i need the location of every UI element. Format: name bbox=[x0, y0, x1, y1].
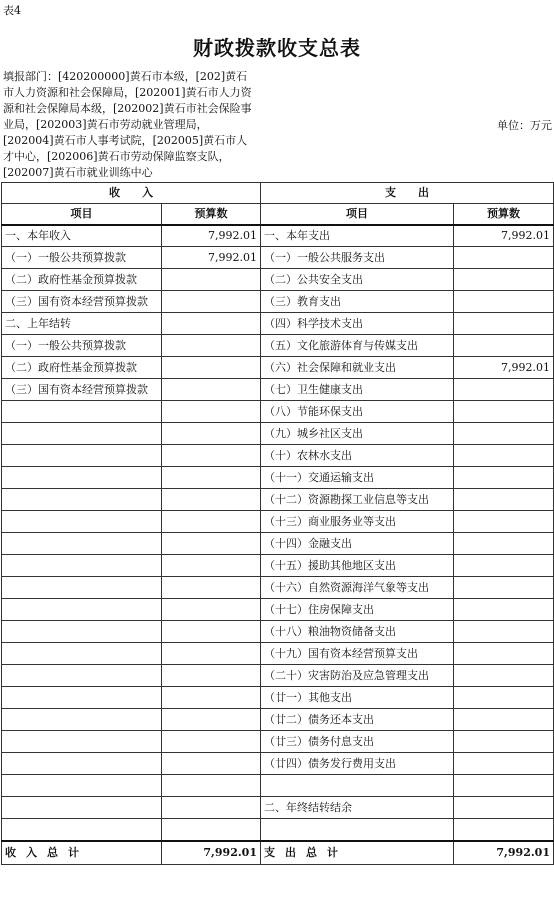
expense-item-cell: （六）社会保障和就业支出 bbox=[261, 357, 454, 379]
income-item-cell bbox=[2, 445, 162, 467]
form-number: 表4 bbox=[3, 4, 21, 17]
expense-value-cell bbox=[454, 599, 554, 621]
expense-item-cell: （八）节能环保支出 bbox=[261, 401, 454, 423]
income-value-cell bbox=[162, 533, 261, 555]
income-value-cell bbox=[162, 489, 261, 511]
income-value-cell bbox=[162, 753, 261, 775]
income-value-cell bbox=[162, 577, 261, 599]
income-value-cell bbox=[162, 357, 261, 379]
table-row bbox=[2, 643, 554, 665]
expense-value-cell bbox=[454, 423, 554, 445]
income-item-cell bbox=[2, 775, 162, 797]
expense-item-cell: （二）公共安全支出 bbox=[261, 269, 454, 291]
expense-item-cell bbox=[261, 775, 454, 797]
expense-value-cell bbox=[454, 819, 554, 841]
income-value-cell bbox=[162, 379, 261, 401]
expense-item-cell: （五）文化旅游体育与传媒支出 bbox=[261, 335, 454, 357]
income-item-cell: （二）政府性基金预算拨款 bbox=[2, 357, 162, 379]
expense-item-cell: （七）卫生健康支出 bbox=[261, 379, 454, 401]
expense-item-cell: （十七）住房保障支出 bbox=[261, 599, 454, 621]
income-total-value: 7,992.01 bbox=[162, 841, 261, 865]
income-value-cell: 7,992.01 bbox=[162, 247, 261, 269]
table-row bbox=[2, 467, 554, 489]
expense-value-cell bbox=[454, 445, 554, 467]
table-row bbox=[2, 489, 554, 511]
income-value-cell bbox=[162, 797, 261, 819]
income-value-cell bbox=[162, 555, 261, 577]
income-value-cell bbox=[162, 819, 261, 841]
expense-section-header: 支 出 bbox=[261, 183, 554, 204]
expense-value-cell bbox=[454, 753, 554, 775]
header-row-sections bbox=[2, 183, 554, 204]
expense-value-cell bbox=[454, 533, 554, 555]
income-item-cell bbox=[2, 753, 162, 775]
expense-item-cell: （十五）援助其他地区支出 bbox=[261, 555, 454, 577]
income-value-cell bbox=[162, 775, 261, 797]
income-total-label: 收入总计 bbox=[2, 841, 162, 865]
expense-item-cell: （十三）商业服务业等支出 bbox=[261, 511, 454, 533]
expense-value-cell bbox=[454, 511, 554, 533]
income-item-cell bbox=[2, 533, 162, 555]
income-item-cell bbox=[2, 467, 162, 489]
table-row bbox=[2, 709, 554, 731]
expense-item-cell: 一、本年支出 bbox=[261, 225, 454, 247]
table-row bbox=[2, 665, 554, 687]
expense-value-cell bbox=[454, 621, 554, 643]
income-value-cell bbox=[162, 643, 261, 665]
income-item-cell bbox=[2, 577, 162, 599]
income-value-cell bbox=[162, 313, 261, 335]
income-item-cell: （三）国有资本经营预算拨款 bbox=[2, 291, 162, 313]
income-item-cell: 一、本年收入 bbox=[2, 225, 162, 247]
income-value-cell bbox=[162, 269, 261, 291]
table-row bbox=[2, 621, 554, 643]
table-row bbox=[2, 753, 554, 775]
expense-total-value: 7,992.01 bbox=[454, 841, 554, 865]
table-row bbox=[2, 247, 554, 269]
expense-total-label: 支出总计 bbox=[261, 841, 454, 865]
expense-value-cell bbox=[454, 247, 554, 269]
income-section-header: 收 入 bbox=[2, 183, 261, 204]
income-value-cell bbox=[162, 599, 261, 621]
table-row bbox=[2, 819, 554, 841]
expense-value-cell bbox=[454, 665, 554, 687]
expense-value-cell bbox=[454, 269, 554, 291]
table-row bbox=[2, 687, 554, 709]
expense-value-cell bbox=[454, 687, 554, 709]
income-value-cell bbox=[162, 291, 261, 313]
expense-item-cell: （十四）金融支出 bbox=[261, 533, 454, 555]
income-item-cell bbox=[2, 797, 162, 819]
expense-value-cell bbox=[454, 797, 554, 819]
table-row bbox=[2, 357, 554, 379]
expense-item-cell: （十六）自然资源海洋气象等支出 bbox=[261, 577, 454, 599]
reporting-department: 填报部门：[420200000]黄石市本级，[202]黄石市人力资源和社会保障局，[202001]黄石市人力资源和社会保障局本级，[202002]黄石市社会保险事业局，[202003]黄石市劳动就业管理局，[202004]黄石市人事考试院，[202005]黄石市人才中心，[202006]黄石市劳动保障监察支队，[202007]黄石市就业训练中心 bbox=[3, 70, 252, 179]
expense-value-cell bbox=[454, 489, 554, 511]
expense-item-cell: （四）科学技术支出 bbox=[261, 313, 454, 335]
expense-value-cell bbox=[454, 401, 554, 423]
table-row bbox=[2, 555, 554, 577]
expense-value-cell bbox=[454, 775, 554, 797]
expense-item-cell: （廿三）债务付息支出 bbox=[261, 731, 454, 753]
expense-item-cell: （十二）资源勘探工业信息等支出 bbox=[261, 489, 454, 511]
income-item-cell bbox=[2, 665, 162, 687]
income-item-cell bbox=[2, 599, 162, 621]
income-item-cell: （二）政府性基金预算拨款 bbox=[2, 269, 162, 291]
expense-value-cell bbox=[454, 643, 554, 665]
income-value-cell: 7,992.01 bbox=[162, 225, 261, 247]
table-row bbox=[2, 291, 554, 313]
expense-value-cell bbox=[454, 709, 554, 731]
expense-item-cell bbox=[261, 819, 454, 841]
expense-item-cell: （二十）灾害防治及应急管理支出 bbox=[261, 665, 454, 687]
expense-item-cell: （十八）粮油物资储备支出 bbox=[261, 621, 454, 643]
table-row bbox=[2, 269, 554, 291]
income-item-cell bbox=[2, 511, 162, 533]
expense-value-cell bbox=[454, 291, 554, 313]
income-item-cell bbox=[2, 489, 162, 511]
income-value-cell bbox=[162, 709, 261, 731]
table-row bbox=[2, 577, 554, 599]
table-row bbox=[2, 401, 554, 423]
table-row bbox=[2, 445, 554, 467]
expense-value-cell bbox=[454, 731, 554, 753]
income-value-cell bbox=[162, 731, 261, 753]
income-value-cell bbox=[162, 621, 261, 643]
table-row bbox=[2, 797, 554, 819]
expense-item-cell: （十一）交通运输支出 bbox=[261, 467, 454, 489]
income-item-cell: （一）一般公共预算拨款 bbox=[2, 247, 162, 269]
income-value-cell bbox=[162, 687, 261, 709]
expense-value-cell bbox=[454, 555, 554, 577]
expense-item-cell: （廿一）其他支出 bbox=[261, 687, 454, 709]
expense-item-cell: 二、年终结转结余 bbox=[261, 797, 454, 819]
income-item-cell bbox=[2, 731, 162, 753]
table-row bbox=[2, 379, 554, 401]
budget-table bbox=[1, 182, 554, 865]
income-item-header: 项目 bbox=[2, 204, 162, 225]
income-item-cell bbox=[2, 423, 162, 445]
table-row bbox=[2, 313, 554, 335]
expense-item-cell: （一）一般公共服务支出 bbox=[261, 247, 454, 269]
income-item-cell: 二、上年结转 bbox=[2, 313, 162, 335]
expense-value-cell bbox=[454, 467, 554, 489]
expense-item-cell: （廿二）债务还本支出 bbox=[261, 709, 454, 731]
expense-item-header: 项目 bbox=[261, 204, 454, 225]
expense-item-cell: （三）教育支出 bbox=[261, 291, 454, 313]
table-row bbox=[2, 775, 554, 797]
header-row-columns bbox=[2, 204, 554, 225]
unit-label: 单位：万元 bbox=[497, 119, 552, 132]
table-row bbox=[2, 225, 554, 247]
expense-value-cell bbox=[454, 335, 554, 357]
income-item-cell bbox=[2, 709, 162, 731]
income-item-cell bbox=[2, 621, 162, 643]
expense-budget-header: 预算数 bbox=[454, 204, 554, 225]
income-value-cell bbox=[162, 467, 261, 489]
income-budget-header: 预算数 bbox=[162, 204, 261, 225]
income-item-cell bbox=[2, 555, 162, 577]
income-item-cell bbox=[2, 819, 162, 841]
expense-item-cell: （十九）国有资本经营预算支出 bbox=[261, 643, 454, 665]
income-item-cell bbox=[2, 643, 162, 665]
expense-item-cell: （九）城乡社区支出 bbox=[261, 423, 454, 445]
income-value-cell bbox=[162, 335, 261, 357]
income-value-cell bbox=[162, 511, 261, 533]
table-row bbox=[2, 335, 554, 357]
income-item-cell: （三）国有资本经营预算拨款 bbox=[2, 379, 162, 401]
expense-item-cell: （廿四）债务发行费用支出 bbox=[261, 753, 454, 775]
table-row bbox=[2, 731, 554, 753]
page-title: 财政拨款收支总表 bbox=[193, 36, 361, 60]
income-value-cell bbox=[162, 423, 261, 445]
income-value-cell bbox=[162, 665, 261, 687]
total-row bbox=[2, 841, 554, 865]
income-value-cell bbox=[162, 445, 261, 467]
table-row bbox=[2, 533, 554, 555]
income-value-cell bbox=[162, 401, 261, 423]
table-row bbox=[2, 511, 554, 533]
table-row bbox=[2, 599, 554, 621]
income-item-cell bbox=[2, 687, 162, 709]
table-row bbox=[2, 423, 554, 445]
expense-item-cell: （十）农林水支出 bbox=[261, 445, 454, 467]
expense-value-cell: 7,992.01 bbox=[454, 225, 554, 247]
expense-value-cell bbox=[454, 313, 554, 335]
expense-value-cell bbox=[454, 577, 554, 599]
income-item-cell: （一）一般公共预算拨款 bbox=[2, 335, 162, 357]
income-item-cell bbox=[2, 401, 162, 423]
expense-value-cell: 7,992.01 bbox=[454, 357, 554, 379]
expense-value-cell bbox=[454, 379, 554, 401]
